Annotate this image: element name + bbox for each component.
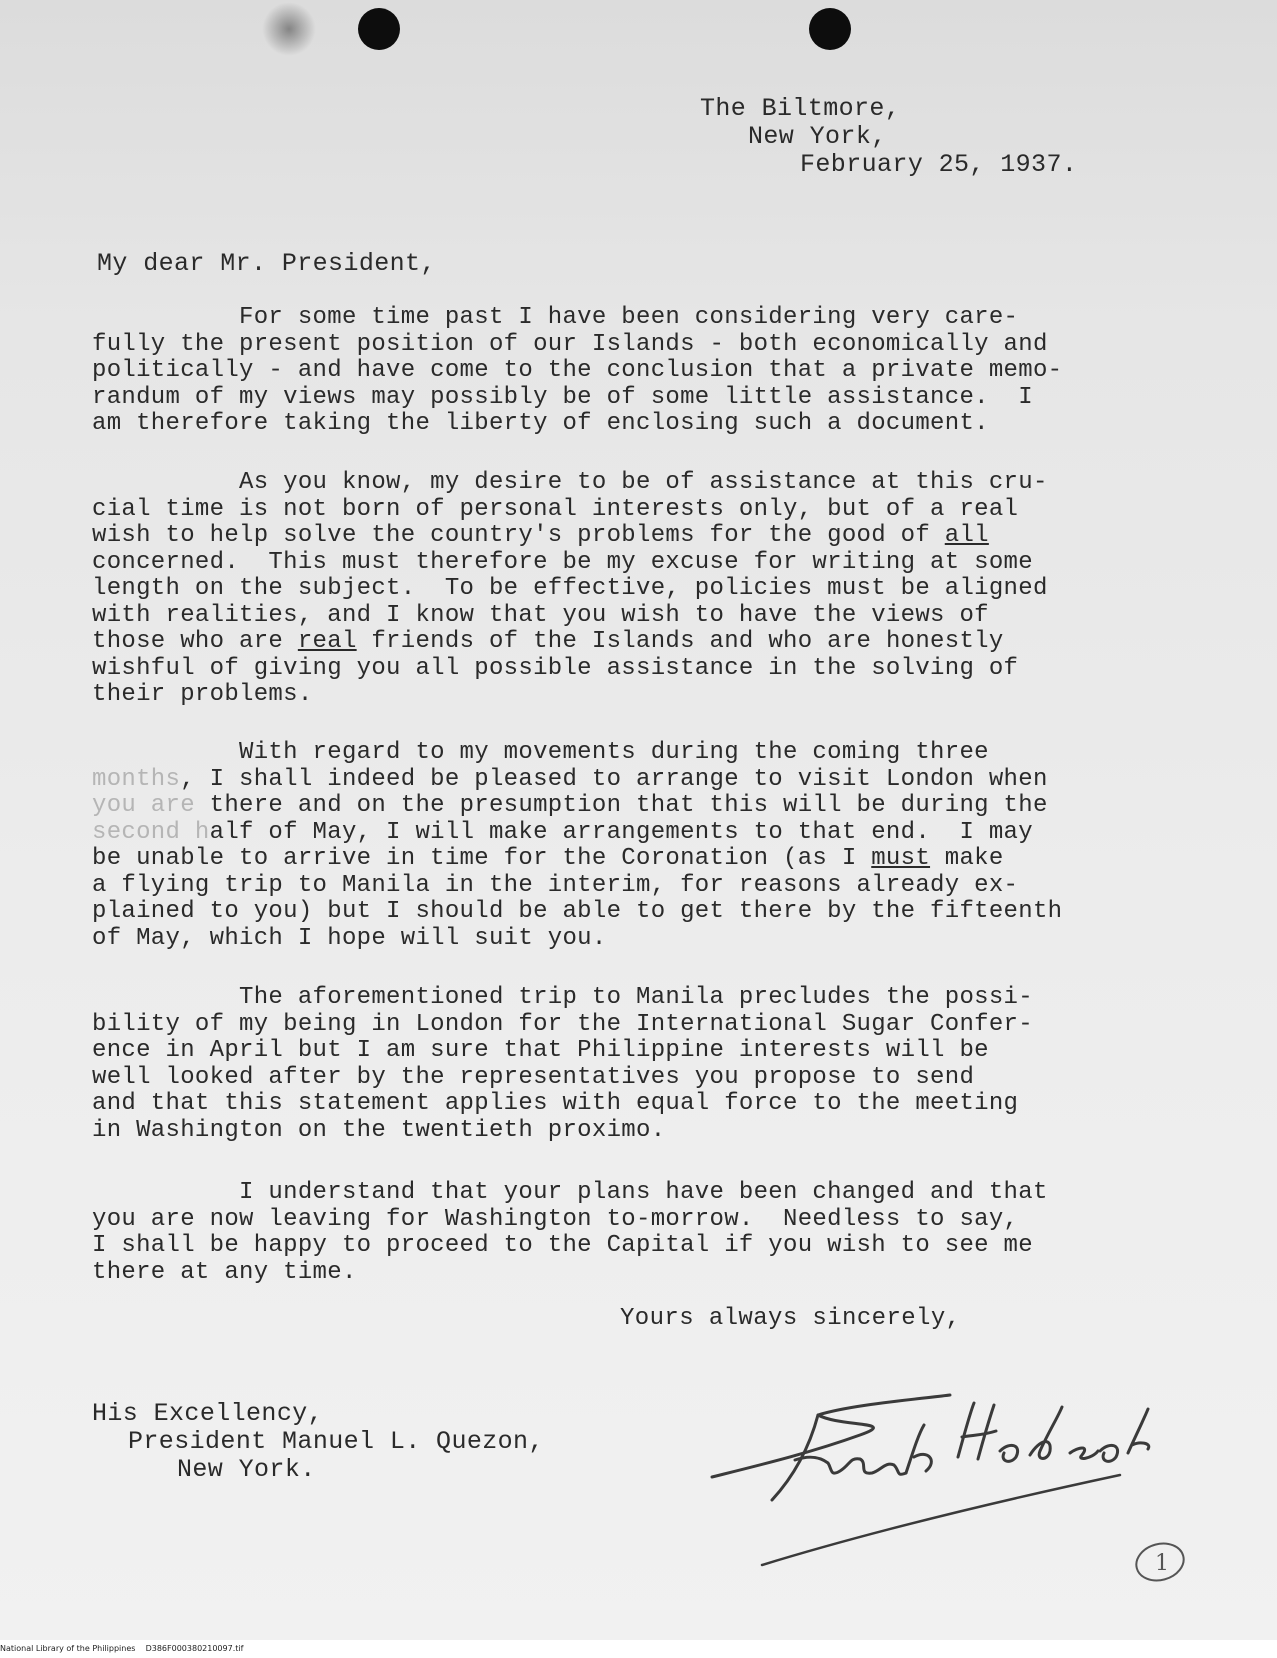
underlined-word: real <box>297 628 357 655</box>
letterhead-city: New York, <box>748 122 887 151</box>
text-line: of May, which I hope will suit you. <box>92 924 607 952</box>
text-line <box>92 629 1162 656</box>
text-line: their problems. <box>92 681 313 708</box>
addressee-line-3: New York. <box>177 1455 316 1484</box>
letterhead-place: The Biltmore, <box>700 94 901 123</box>
text-line <box>92 793 1162 820</box>
text-span: there and on the presumption that this will be during the <box>194 792 1048 819</box>
closing: Yours always sincerely, <box>620 1305 961 1332</box>
page-number-mark <box>1130 1538 1190 1586</box>
text-line: The aforementioned trip to Manila precludes the possi- <box>92 984 1033 1011</box>
text-line: am therefore taking the liberty of enclosing such a document. <box>92 410 989 437</box>
archive-footer <box>0 1642 1277 1658</box>
text-line <box>92 523 1162 550</box>
text-line: length on the subject. To be effective, policies must be aligned <box>92 575 1048 602</box>
text-line: plained to you) but I should be able to get there by the fifteenth <box>92 898 1063 925</box>
faded-text: months <box>92 765 181 793</box>
text-line: concerned. This must therefore be my excuse for writing at some <box>92 548 1033 576</box>
underlined-word: all <box>944 522 989 549</box>
text-line: As you know, my desire to be of assistance at this cru- <box>92 469 1048 496</box>
text-span: alf of May, I will make arrangements to that end. I may <box>209 818 1033 846</box>
text-line: randum of my views may possibly be of some little assistance. I <box>92 383 1033 411</box>
text-line: I understand that your plans have been changed and that <box>92 1179 1048 1206</box>
faded-text: second h <box>92 818 210 846</box>
text-line: politically - and have come to the conclusion that a private memo- <box>92 357 1063 384</box>
text-line: cial time is not born of personal interests only, but of a real <box>92 495 1019 523</box>
text-line: and that this statement applies with equal force to the meeting <box>92 1090 1019 1117</box>
text-line: with realities, and I know that you wish to have the views of <box>92 601 989 629</box>
text-span: , I shall indeed be pleased to arrange to visit London when <box>180 765 1048 793</box>
text-line: well looked after by the representatives you propose to send <box>92 1063 975 1091</box>
paragraph-3 <box>92 740 1162 952</box>
text-span: friends of the Islands and who are honestly <box>356 628 1004 655</box>
text-line <box>92 767 1162 794</box>
footer-file-id: D386F000380210097.tif <box>145 1644 244 1653</box>
text-span: those who are <box>92 628 298 655</box>
text-line: a flying trip to Manila in the interim, for reasons already ex- <box>92 871 1019 899</box>
underlined-word: must <box>871 845 931 872</box>
text-line: wishful of giving you all possible assistance in the solving of <box>92 654 1019 682</box>
text-line: For some time past I have been considering very care- <box>92 304 1019 331</box>
text-line: ence in April but I am sure that Philippine interests will be <box>92 1037 989 1064</box>
text-line: bility of my being in London for the International Sugar Confer- <box>92 1010 1033 1038</box>
text-line <box>92 846 1162 873</box>
punch-hole-right <box>809 8 851 50</box>
text-line: in Washington on the twentieth proximo. <box>92 1116 666 1144</box>
ink-smudge <box>262 2 316 56</box>
addressee-line-1: His Excellency, <box>92 1399 324 1428</box>
paragraph-1 <box>92 305 1162 438</box>
faded-text: you are <box>92 792 195 819</box>
text-line: you are now leaving for Washington to-morrow. Needless to say, <box>92 1205 1019 1233</box>
paragraph-2 <box>92 470 1162 709</box>
text-span: wish to help solve the country's problems for the good of <box>92 522 945 549</box>
text-line: fully the present position of our Islands - both economically and <box>92 330 1048 358</box>
footer-library: National Library of the Philippines <box>0 1644 136 1653</box>
addressee-line-2: President Manuel L. Quezon, <box>128 1427 544 1456</box>
paragraph-4 <box>92 985 1162 1144</box>
salutation: My dear Mr. President, <box>97 249 436 278</box>
text-span: be unable to arrive in time for the Coronation (as I <box>92 845 872 872</box>
letter-date: February 25, 1937. <box>800 150 1078 179</box>
text-line <box>92 820 1162 847</box>
text-line: I shall be happy to proceed to the Capital if you wish to see me <box>92 1232 1033 1259</box>
text-line: there at any time. <box>92 1258 357 1286</box>
text-line: With regard to my movements during the coming three <box>92 739 989 766</box>
paragraph-5 <box>92 1180 1162 1286</box>
text-span: make <box>930 845 1004 872</box>
punch-hole-left <box>358 8 400 50</box>
page-number: 1 <box>1155 1551 1169 1576</box>
